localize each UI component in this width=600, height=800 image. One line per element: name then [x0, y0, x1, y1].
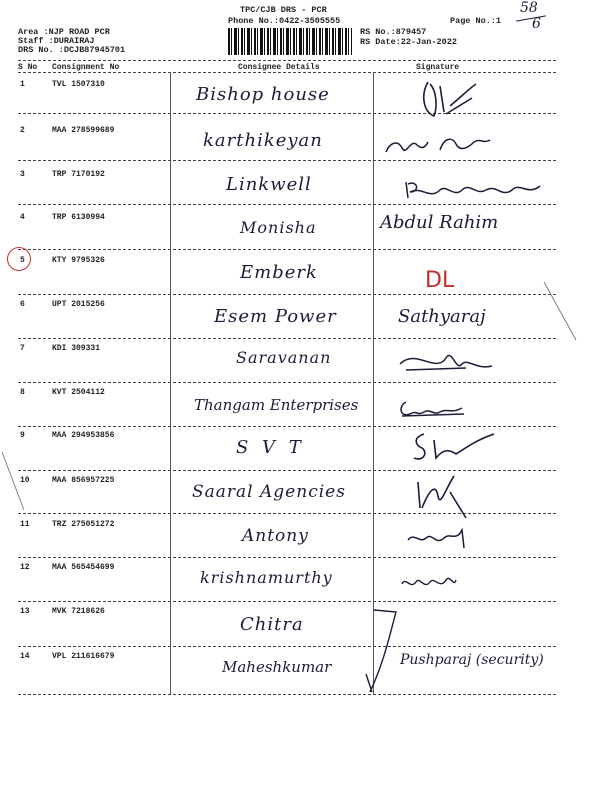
row-consignment-no: MVK 7218626 [52, 607, 105, 616]
row-consignee: karthikeyan [203, 130, 323, 151]
rs-number: RS No.:879457 [360, 27, 427, 37]
dl-red-mark: DL [425, 268, 455, 293]
signature-scribble [410, 428, 500, 468]
row-sno: 12 [20, 563, 30, 572]
row-sno: 14 [20, 652, 30, 661]
column-header-consignment: Consignment No [52, 63, 120, 72]
fraction-bar [516, 15, 546, 21]
signature-scribble [396, 344, 496, 380]
row-signature: Abdul Rahim [380, 212, 499, 233]
row-consignment-no: UPT 2015256 [52, 300, 105, 309]
row-divider [18, 382, 556, 383]
row-consignment-no: TVL 1507310 [52, 80, 105, 89]
signature-scribble [410, 76, 480, 120]
signature-scribble [398, 396, 468, 422]
page-number: Page No.:1 [450, 16, 502, 26]
row-consignee: Thangam Enterprises [194, 396, 359, 414]
scan-mark [0, 450, 30, 520]
row-consignee: Monisha [240, 218, 317, 237]
column-header-sno: S No [18, 63, 38, 72]
barcode [228, 28, 352, 55]
row-consignment-no: KDI 309331 [52, 344, 101, 353]
signature-scribble [400, 172, 550, 204]
row-divider [18, 160, 556, 161]
row-consignee: Chitra [240, 614, 304, 635]
row-divider [18, 204, 556, 205]
row-divider [18, 426, 556, 427]
row-consignee: Esem Power [214, 306, 337, 327]
row-divider [18, 513, 556, 514]
row-consignment-no: MAA 294953856 [52, 431, 115, 440]
row-consignment-no: VPL 211616679 [52, 652, 115, 661]
bracket-scribble [360, 604, 400, 696]
row-divider [18, 557, 556, 558]
fraction-bottom: 6 [532, 16, 541, 32]
row-signature: Sathyaraj [398, 306, 486, 327]
row-sno: 10 [20, 476, 30, 485]
header-bottom-rule [18, 72, 556, 73]
row-consignee: S V T [236, 437, 302, 458]
row-consignee: Saaral Agencies [192, 482, 346, 502]
column-header-consignee: Consignee Details [238, 63, 320, 72]
row-consignee: Antony [242, 526, 309, 546]
signature-scribble [410, 468, 470, 524]
row-sno: 2 [20, 126, 25, 135]
row-consignee: Maheshkumar [222, 658, 332, 676]
row-consignment-no: KVT 2504112 [52, 388, 105, 397]
header-top-rule [18, 60, 556, 61]
row-consignment-no: TRZ 275051272 [52, 520, 115, 529]
row-consignment-no: MAA 856957225 [52, 476, 115, 485]
rs-date: RS Date:22-Jan-2022 [360, 37, 457, 47]
phone-number: Phone No.:0422-3505555 [228, 16, 341, 26]
row-sno: 8 [20, 388, 25, 397]
row-divider [18, 470, 556, 471]
row-divider [18, 294, 556, 295]
row-consignment-no: TRP 6130994 [52, 213, 105, 222]
row-consignment-no: MAA 278599689 [52, 126, 115, 135]
table-bottom-rule [18, 694, 556, 695]
row-sno: 13 [20, 607, 30, 616]
row-consignee: krishnamurthy [200, 568, 333, 587]
row-sno: 6 [20, 300, 25, 309]
row-signature: Pushparaj (security) [400, 652, 544, 668]
document-title: TPC/CJB DRS - PCR [240, 5, 327, 15]
row-sno: 3 [20, 170, 25, 179]
row-consignee: Emberk [240, 262, 318, 283]
row-consignment-no: TRP 7170192 [52, 170, 105, 179]
row-sno: 4 [20, 213, 25, 222]
row-sno: 1 [20, 80, 25, 89]
row-sno: 5 [20, 256, 25, 265]
row-divider [18, 338, 556, 339]
row-divider [18, 646, 556, 647]
row-sno: 7 [20, 344, 25, 353]
area-label: Area :NJP ROAD PCR [18, 27, 110, 37]
row-sno: 9 [20, 431, 25, 440]
row-divider [18, 249, 556, 250]
row-consignment-no: KTY 9795326 [52, 256, 105, 265]
row-consignment-no: MAA 565454699 [52, 563, 115, 572]
scan-mark [540, 280, 580, 360]
column-header-signature: Signature [416, 63, 460, 72]
signature-scribble [398, 568, 458, 598]
row-consignee: Bishop house [196, 84, 330, 105]
row-sno: 11 [20, 520, 30, 529]
signature-scribble [404, 520, 474, 554]
fraction-top: 58 [520, 0, 538, 16]
drs-number: DRS No. :DCJB87945701 [18, 45, 126, 55]
signature-scribble [380, 130, 500, 160]
row-divider [18, 601, 556, 602]
circled-row-number [7, 247, 31, 271]
staff-label: Staff :DURAIRAJ [18, 36, 95, 46]
row-consignee: Linkwell [226, 174, 312, 195]
row-consignee: Saravanan [236, 348, 332, 367]
